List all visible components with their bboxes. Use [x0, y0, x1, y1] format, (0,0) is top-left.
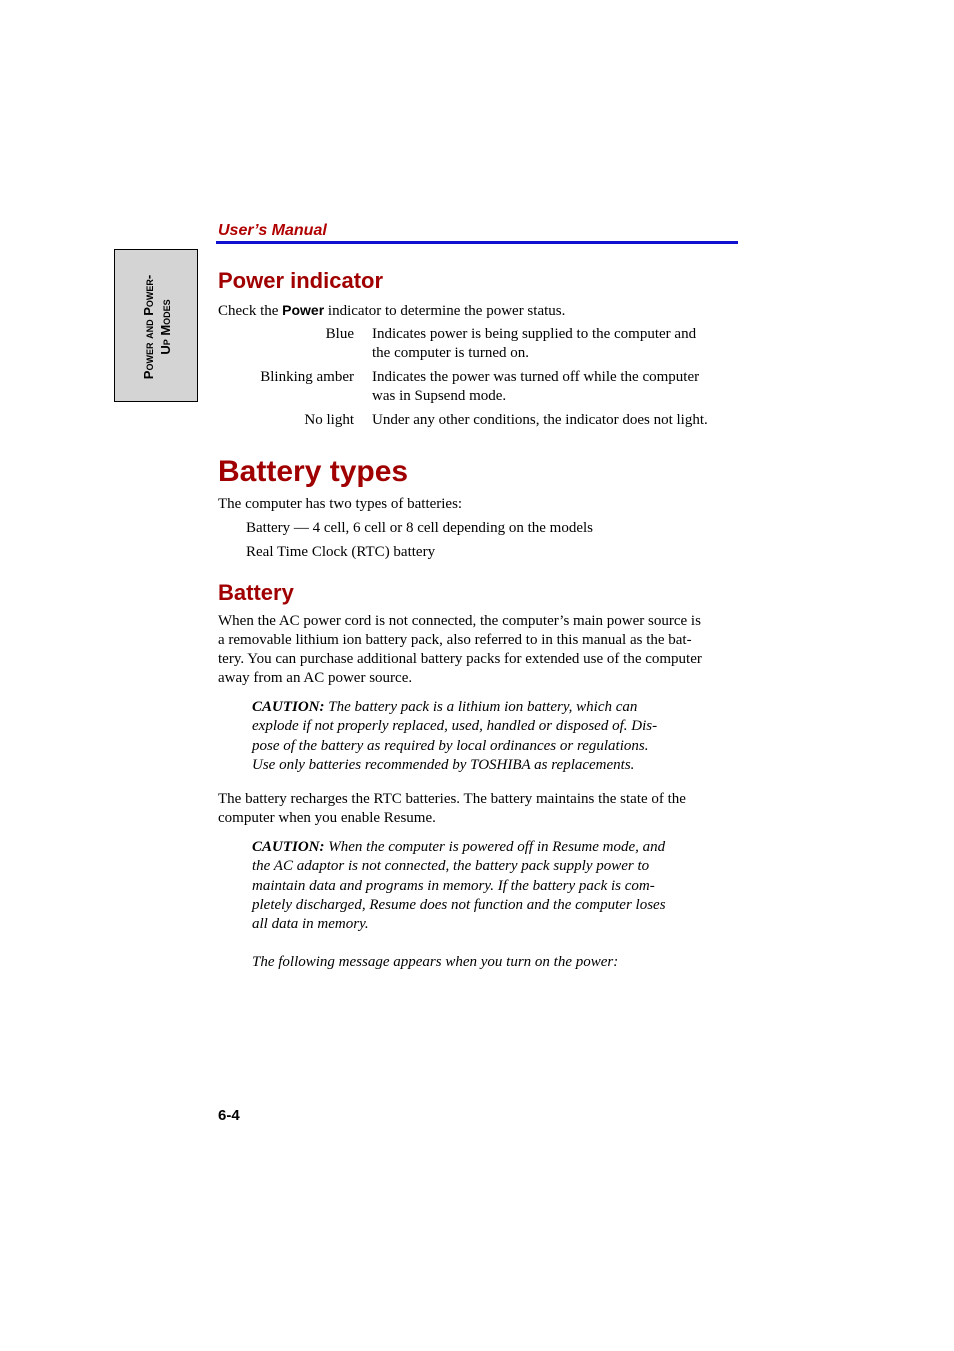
indicator-term-blue: Blue — [325, 326, 354, 342]
caution-line: explode if not properly replaced, used, handled or disposed of. Dis- — [252, 718, 658, 735]
battery-heading: Battery — [218, 580, 294, 605]
battery-paragraph-2 — [218, 790, 748, 828]
indicator-def-no-light — [372, 411, 738, 430]
caution-note-2 — [252, 838, 692, 934]
battery-paragraph-1 — [218, 612, 748, 688]
def-line: Indicates power is being supplied to the computer and — [372, 326, 697, 342]
battery-types-intro: The computer has two types of batteries: — [218, 496, 463, 512]
intro-text-after: indicator to determine the power status. — [324, 303, 566, 319]
def-line: Under any other conditions, the indicator does not light. — [372, 412, 708, 428]
battery-types-heading: Battery types — [218, 455, 409, 488]
indicator-term-blinking-amber: Blinking amber — [260, 369, 354, 385]
indicator-def-blue — [372, 325, 738, 363]
def-line: was in Supsend mode. — [372, 388, 507, 404]
page-number: 6-4 — [218, 1107, 240, 1124]
caution-label: CAUTION: — [252, 839, 325, 855]
paragraph-line: The battery recharges the RTC batteries. The battery maintains the state of the — [218, 791, 686, 807]
battery-type-item: Real Time Clock (RTC) battery — [246, 544, 436, 560]
def-line: the computer is turned on. — [372, 345, 530, 361]
caution-line: Use only batteries recommended by TOSHIBA as replacements. — [252, 756, 635, 773]
indicator-def-blinking-amber — [372, 368, 738, 406]
caution-label: CAUTION: — [252, 699, 325, 715]
caution-line: pletely discharged, Resume does not function and the computer loses — [252, 896, 666, 913]
paragraph-line: When the AC power cord is not connected, the computer’s main power source is — [218, 613, 701, 629]
indicator-term-no-light: No light — [304, 412, 354, 428]
def-line: Indicates the power was turned off while the computer — [372, 369, 700, 385]
chapter-tab-line1: Power and Power- — [141, 274, 156, 380]
running-header: User’s Manual — [218, 222, 327, 239]
battery-type-item: Battery — 4 cell, 6 cell or 8 cell depending on the models — [246, 520, 593, 536]
caution-line: The battery pack is a lithium ion battery, which can — [324, 699, 638, 715]
paragraph-line: away from an AC power source. — [218, 670, 413, 686]
caution-followup: The following message appears when you turn on the power: — [252, 954, 619, 970]
chapter-tab-label — [140, 275, 174, 379]
power-indicator-intro — [218, 301, 565, 321]
caution-line: When the computer is powered off in Resume mode, and — [324, 839, 666, 855]
intro-power-label: Power — [282, 302, 325, 318]
paragraph-line: tery. You can purchase additional battery packs for extended use of the computer — [218, 651, 702, 667]
caution-line: the AC adaptor is not connected, the battery pack supply power to — [252, 858, 650, 875]
caution-line: maintain data and programs in memory. If the battery pack is com- — [252, 877, 655, 894]
chapter-side-tab — [114, 249, 198, 402]
header-rule — [216, 241, 738, 244]
caution-note-1 — [252, 698, 692, 775]
intro-text-before: Check the — [218, 303, 283, 319]
chapter-tab-line2: Up Modes — [158, 299, 173, 355]
paragraph-line: a removable lithium ion battery pack, also referred to in this manual as the bat- — [218, 632, 692, 648]
caution-line: all data in memory. — [252, 916, 369, 933]
caution-line: pose of the battery as required by local ordinances or regulations. — [252, 737, 649, 754]
paragraph-line: computer when you enable Resume. — [218, 810, 436, 826]
power-indicator-heading: Power indicator — [218, 268, 384, 293]
